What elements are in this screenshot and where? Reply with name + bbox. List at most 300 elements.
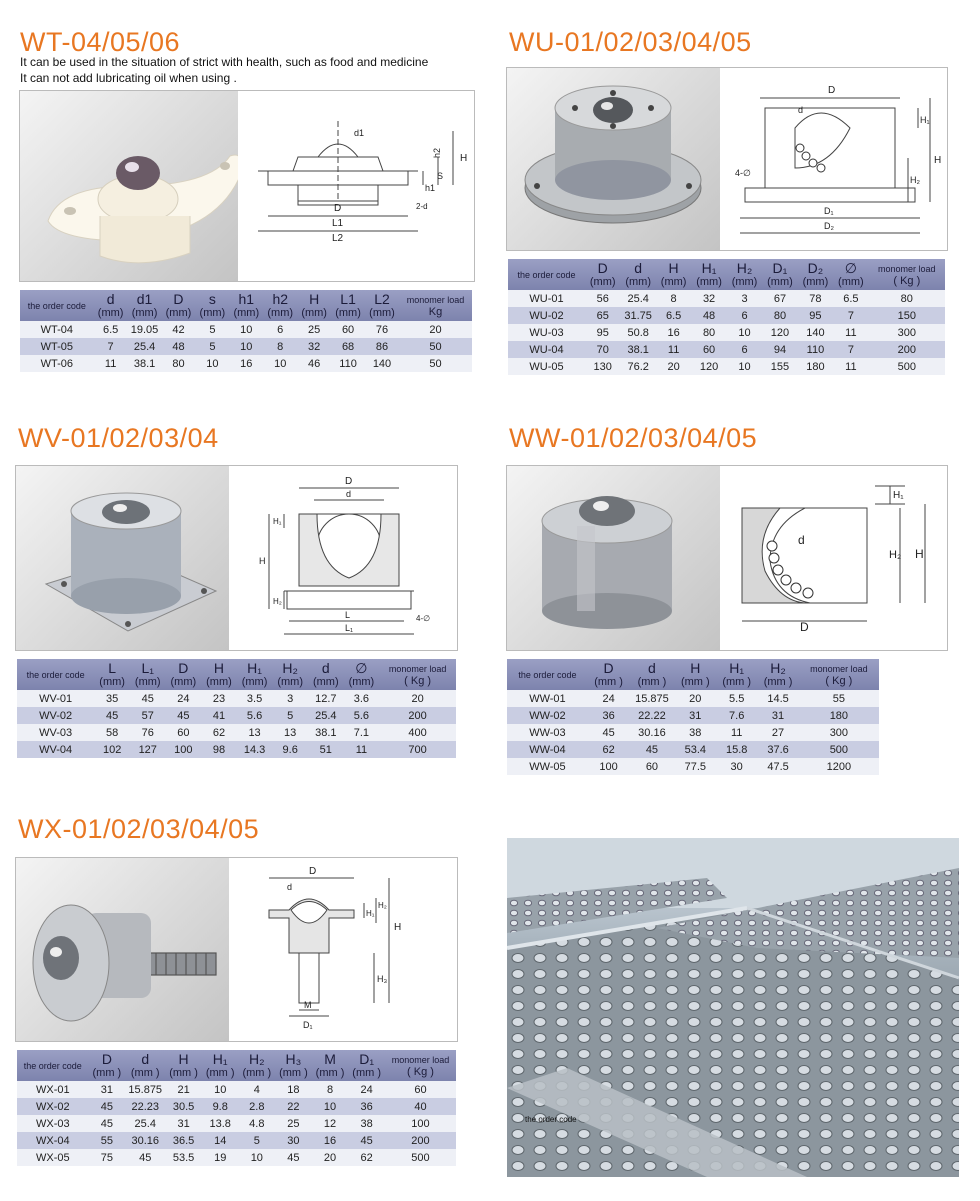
table-cell: 5.6 (237, 707, 273, 724)
order-code-cell: WU-03 (508, 324, 585, 341)
table-cell: 3 (727, 290, 762, 307)
table-cell: 10 (229, 321, 263, 338)
order-code-cell: WV-01 (17, 690, 94, 707)
table-cell: 7 (833, 341, 868, 358)
ww-header-load (799, 659, 879, 690)
table-cell: 35 (94, 690, 130, 707)
wu-header-load-unit: ( Kg ) (893, 274, 921, 287)
table-cell: 500 (799, 741, 879, 758)
wt-label-L1: L1 (332, 218, 344, 229)
table-row (20, 321, 472, 338)
order-code-cell: WX-03 (17, 1115, 89, 1132)
table-cell: 45 (125, 1149, 165, 1166)
ww-header-unit: (mm ) (763, 676, 793, 688)
table-cell: 45 (275, 1149, 312, 1166)
wv-header-symbol: H (213, 660, 225, 676)
wu-label-H: H (934, 155, 942, 166)
table-cell: 41 (201, 707, 237, 724)
table-cell: 120 (762, 324, 797, 341)
wu-label-4phi: 4-∅ (735, 168, 751, 178)
wt-product-image (20, 91, 238, 281)
table-cell: 25.4 (308, 707, 344, 724)
table-cell: 45 (588, 724, 629, 741)
wt-header-symbol: h2 (272, 291, 289, 307)
wu-header-col (656, 259, 691, 290)
table-cell: 36.5 (165, 1132, 202, 1149)
table-cell: 10 (229, 338, 263, 355)
wt-header-col (229, 290, 263, 321)
wt-header-symbol: L1 (340, 291, 356, 307)
table-cell: 23 (201, 690, 237, 707)
table-cell: 120 (691, 358, 726, 375)
wv-header-load-label: monomer load (388, 663, 447, 674)
ww-header-col (588, 659, 629, 690)
wt-label-L2: L2 (332, 233, 344, 244)
table-row (17, 1098, 456, 1115)
table-cell: 60 (385, 1081, 456, 1098)
wv-product-image (16, 466, 229, 650)
table-cell: 45 (166, 707, 202, 724)
table-cell: 31 (675, 707, 716, 724)
table-cell: 31 (165, 1115, 202, 1132)
table-cell: 15.8 (716, 741, 757, 758)
wx-label-M: M (304, 1000, 312, 1010)
wt-header-unit: (mm) (369, 307, 395, 319)
wu-technical-drawing (720, 68, 947, 250)
table-cell: 140 (365, 355, 399, 372)
table-cell: 150 (869, 307, 945, 324)
table-cell: 24 (588, 690, 629, 707)
ww-header-symbol: H (690, 660, 701, 676)
wv-header-col (308, 659, 344, 690)
ww-label-H1: H₁ (893, 490, 904, 501)
table-cell: 75 (89, 1149, 126, 1166)
table-cell: 6 (727, 341, 762, 358)
table-cell: 10 (239, 1149, 276, 1166)
table-cell: 127 (130, 741, 166, 758)
table-cell: 11 (833, 358, 868, 375)
wt-header-symbol: L2 (374, 291, 390, 307)
ww-header-load-unit: ( Kg ) (825, 674, 853, 687)
table-cell: 80 (762, 307, 797, 324)
wt-title: WT-04/05/06 (20, 27, 181, 57)
ww-header-symbol: D (603, 660, 614, 676)
table-cell: 11 (344, 741, 380, 758)
table-cell: 27 (757, 724, 798, 741)
table-cell: 30.16 (125, 1132, 165, 1149)
wt-header-order-code-label: the order code (27, 300, 86, 311)
wt-header-col (128, 290, 162, 321)
table-cell: 130 (585, 358, 620, 375)
wu-header-symbol: H₂ (736, 260, 753, 276)
wx-label-D: D (309, 866, 317, 877)
wu-header-unit: (mm) (625, 276, 651, 288)
wv-header-order-code-label: the order code (26, 669, 85, 680)
wx-header-col (202, 1050, 239, 1081)
wx-title: WX-01/02/03/04/05 (18, 814, 260, 844)
wu-header-col (691, 259, 726, 290)
wx-label-D1: D₁ (303, 1020, 313, 1030)
table-cell: 110 (331, 355, 365, 372)
table-cell: 6.5 (833, 290, 868, 307)
table-cell: 24 (166, 690, 202, 707)
table-cell: 14 (202, 1132, 239, 1149)
wu-header-unit: (mm) (838, 276, 864, 288)
table-cell: 180 (798, 358, 833, 375)
table-cell: 50 (399, 338, 472, 355)
wu-header-order-code (508, 259, 585, 290)
wu-label-D: D (828, 85, 836, 96)
order-code-cell: WU-01 (508, 290, 585, 307)
wu-header-symbol: D (597, 260, 608, 276)
wu-header-col (620, 259, 655, 290)
table-cell: 10 (202, 1081, 239, 1098)
table-cell: 155 (762, 358, 797, 375)
wv-title: WV-01/02/03/04 (18, 423, 219, 453)
wx-header-unit: (mm ) (279, 1067, 308, 1079)
wv-header-order-code (17, 659, 94, 690)
ww-header-unit: (mm ) (722, 676, 752, 688)
ww-product-photo (507, 466, 720, 650)
table-cell: 500 (385, 1149, 456, 1166)
table-cell: 11 (716, 724, 757, 741)
wx-header-col (89, 1050, 126, 1081)
table-cell: 53.5 (165, 1149, 202, 1166)
wt-spec-table (20, 290, 472, 372)
wx-label-H3: H₃ (377, 974, 388, 984)
table-cell: 3 (272, 690, 308, 707)
wv-header-unit: (mm) (206, 676, 232, 688)
table-cell: 62 (588, 741, 629, 758)
table-cell: 9.8 (202, 1098, 239, 1115)
table-cell: 30 (716, 758, 757, 775)
wu-header-col (585, 259, 620, 290)
wx-header-order-code-label: the order code (23, 1060, 82, 1071)
table-row (20, 338, 472, 355)
table-cell: 10 (727, 358, 762, 375)
table-cell: 76 (130, 724, 166, 741)
order-code-cell: WV-02 (17, 707, 94, 724)
wt-header-col (263, 290, 297, 321)
table-cell: 20 (675, 690, 716, 707)
wx-technical-drawing (229, 858, 457, 1041)
wv-product-photo (16, 466, 229, 650)
table-cell: 8 (312, 1081, 349, 1098)
table-cell: 300 (799, 724, 879, 741)
wt-header-unit: (mm) (335, 307, 361, 319)
conveyor-image (507, 838, 959, 1177)
wt-label-H: H (460, 153, 468, 164)
table-row (17, 707, 456, 724)
wx-label-H1: H₁ (366, 909, 375, 918)
order-code-cell: WX-04 (17, 1132, 89, 1149)
wu-header-col (798, 259, 833, 290)
table-cell: 5.6 (344, 707, 380, 724)
table-cell: 18 (275, 1081, 312, 1098)
table-cell: 55 (89, 1132, 126, 1149)
order-code-cell: WW-04 (507, 741, 588, 758)
table-cell: 19 (202, 1149, 239, 1166)
wu-header-load (869, 259, 945, 290)
order-code-cell: WU-04 (508, 341, 585, 358)
table-cell: 7 (94, 338, 128, 355)
wv-header-unit: (mm) (170, 676, 197, 688)
wx-header-unit: (mm ) (352, 1067, 381, 1079)
table-row (508, 341, 945, 358)
table-cell: 31 (757, 707, 798, 724)
wu-header-symbol: H₁ (701, 260, 717, 276)
table-cell: 20 (399, 321, 472, 338)
ww-spec-table (507, 659, 879, 775)
table-cell: 51 (308, 741, 344, 758)
table-cell: 7.1 (344, 724, 380, 741)
wx-header-symbol: M (324, 1051, 336, 1067)
wv-header-unit: (mm) (99, 676, 125, 688)
table-cell: 38 (675, 724, 716, 741)
wx-product-image (16, 858, 229, 1041)
table-row (17, 1132, 456, 1149)
table-cell: 53.4 (675, 741, 716, 758)
ww-header-unit: (mm ) (680, 676, 710, 688)
table-cell: 11 (833, 324, 868, 341)
table-cell: 68 (331, 338, 365, 355)
table-cell: 9.6 (272, 741, 308, 758)
wv-header-col (344, 659, 380, 690)
table-cell: 38 (348, 1115, 385, 1132)
table-cell: 57 (130, 707, 166, 724)
table-cell: 2.8 (239, 1098, 276, 1115)
ww-header-order-code-label: the order code (518, 669, 577, 680)
table-cell: 7 (833, 307, 868, 324)
wx-header-symbol: H₃ (285, 1051, 302, 1067)
table-cell: 8 (656, 290, 691, 307)
wt-header-unit: (mm) (267, 307, 294, 319)
wu-header-unit: (mm) (767, 276, 793, 288)
table-cell: 45 (94, 707, 130, 724)
wt-header-symbol: D (173, 291, 184, 307)
order-code-cell: WW-02 (507, 707, 588, 724)
table-cell: 56 (585, 290, 620, 307)
wv-header-col (237, 659, 273, 690)
table-cell: 3.5 (237, 690, 273, 707)
table-cell: 5.5 (716, 690, 757, 707)
wt-header-col (94, 290, 128, 321)
table-cell: 6.5 (656, 307, 691, 324)
table-cell: 140 (798, 324, 833, 341)
wt-header-load-label: monomer load (406, 294, 465, 305)
table-cell: 8 (263, 338, 297, 355)
table-cell: 80 (691, 324, 726, 341)
table-cell: 62 (348, 1149, 385, 1166)
order-code-cell: WW-05 (507, 758, 588, 775)
table-cell: 100 (588, 758, 629, 775)
table-cell: 10 (312, 1098, 349, 1115)
wv-label-D: D (345, 476, 353, 487)
wv-header-unit: (mm) (277, 676, 303, 688)
ww-label-H2: H₂ (889, 549, 902, 561)
wv-spec-table (17, 659, 456, 758)
wx-label-d: d (287, 882, 293, 892)
table-row (507, 707, 879, 724)
ww-header-unit: (mm ) (594, 676, 623, 688)
table-cell: 47.5 (757, 758, 798, 775)
wt-header-load (399, 290, 472, 321)
table-cell: 100 (166, 741, 202, 758)
table-cell: 21 (165, 1081, 202, 1098)
wt-label-2d: 2-d (416, 202, 428, 211)
table-cell: 13 (272, 724, 308, 741)
wt-header-col (162, 290, 196, 321)
wt-note-1: It can be used in the situation of strict with health, such as food and medicine (20, 55, 429, 69)
ww-label-H: H (915, 547, 924, 561)
ww-header-symbol: d (648, 660, 656, 676)
table-cell: 6.5 (94, 321, 128, 338)
wt-label-h2: h2 (432, 147, 442, 158)
table-cell: 110 (798, 341, 833, 358)
order-code-cell: WT-06 (20, 355, 94, 372)
conveyor-photo (507, 838, 959, 1177)
table-cell: 11 (94, 355, 128, 372)
wx-header-unit: (mm ) (205, 1067, 235, 1079)
table-cell: 12.7 (308, 690, 344, 707)
wv-header-col (201, 659, 237, 690)
table-cell: 37.6 (757, 741, 798, 758)
table-cell: 4.8 (239, 1115, 276, 1132)
table-cell: 22 (275, 1098, 312, 1115)
wx-header-unit: (mm ) (315, 1067, 345, 1079)
table-cell: 36 (348, 1098, 385, 1115)
wx-header-unit: (mm ) (92, 1067, 122, 1079)
table-cell: 38.1 (128, 355, 162, 372)
wu-header-unit: (mm) (589, 276, 616, 288)
wx-header-symbol: H₁ (212, 1051, 228, 1067)
wv-label-H2: H₂ (273, 597, 282, 606)
table-cell: 200 (869, 341, 945, 358)
table-cell: 55 (799, 690, 879, 707)
wx-header-col (165, 1050, 202, 1081)
ww-header-symbol: H₁ (729, 660, 745, 676)
table-cell: 40 (385, 1098, 456, 1115)
wu-header-unit: (mm) (802, 276, 829, 288)
table-cell: 16 (312, 1132, 349, 1149)
wt-header-unit: (mm) (131, 307, 158, 319)
wx-header-unit: (mm ) (130, 1067, 160, 1079)
wx-header-load-unit: ( Kg ) (407, 1065, 434, 1078)
table-row (508, 358, 945, 375)
wu-header-symbol: D₂ (807, 260, 824, 276)
table-cell: 62 (201, 724, 237, 741)
table-cell: 31 (89, 1081, 126, 1098)
wv-header-load-unit: ( Kg ) (404, 674, 432, 687)
wu-title: WU-01/02/03/04/05 (509, 27, 752, 57)
table-cell: 13.8 (202, 1115, 239, 1132)
wx-header-symbol: H (178, 1051, 189, 1067)
wt-product-photo (20, 91, 238, 281)
table-cell: 24 (348, 1081, 385, 1098)
wv-header-symbol: d (321, 660, 330, 676)
wt-header-order-code (20, 290, 94, 321)
wt-header-symbol: h1 (238, 291, 255, 307)
wx-header-unit: (mm ) (169, 1067, 198, 1079)
table-cell: 25.4 (128, 338, 162, 355)
wt-label-S: S (437, 171, 444, 181)
table-cell: 22.22 (629, 707, 674, 724)
table-row (17, 724, 456, 741)
wu-header-unit: (mm) (696, 276, 722, 288)
table-cell: 22.23 (125, 1098, 165, 1115)
wx-header-load-label: monomer load (391, 1054, 450, 1065)
wu-header-col (762, 259, 797, 290)
wv-header-symbol: H₁ (247, 660, 262, 676)
table-cell: 15.875 (125, 1081, 165, 1098)
ww-header-unit: (mm ) (637, 676, 667, 688)
ww-header-load-label: monomer load (810, 663, 868, 674)
table-cell: 14.5 (757, 690, 798, 707)
table-cell: 50 (399, 355, 472, 372)
ww-header-col (675, 659, 716, 690)
table-row (17, 1115, 456, 1132)
table-row (17, 690, 456, 707)
wv-label-d: d (346, 489, 352, 499)
table-cell: 16 (656, 324, 691, 341)
table-row (20, 355, 472, 372)
order-code-cell: WV-04 (17, 741, 94, 758)
wv-label-L: L (345, 610, 351, 620)
order-code-cell: WX-01 (17, 1081, 89, 1098)
wt-header-col (195, 290, 229, 321)
table-cell: 20 (656, 358, 691, 375)
wu-header-col (727, 259, 762, 290)
wu-label-H2: H₂ (910, 175, 920, 185)
wv-label-L1: L₁ (345, 623, 354, 633)
table-cell: 12 (312, 1115, 349, 1132)
wt-header-symbol: H (309, 291, 320, 307)
table-cell: 46 (297, 355, 331, 372)
table-cell: 1200 (799, 758, 879, 775)
wx-header-col (275, 1050, 312, 1081)
table-cell: 76.2 (620, 358, 655, 375)
wx-label-H2: H₂ (378, 901, 387, 910)
ww-label-d: d (798, 533, 805, 547)
wu-spec-table (508, 259, 945, 375)
wv-header-col (272, 659, 308, 690)
wt-header-unit: (mm) (233, 307, 260, 319)
table-cell: 60 (629, 758, 674, 775)
table-cell: 38.1 (620, 341, 655, 358)
wv-header-unit: (mm) (134, 676, 161, 688)
table-cell: 45 (89, 1115, 126, 1132)
table-row (17, 1081, 456, 1098)
order-code-cell: WW-01 (507, 690, 588, 707)
wu-figure (506, 67, 948, 251)
wx-header-symbol: H₂ (249, 1051, 265, 1067)
table-cell: 45 (629, 741, 674, 758)
wu-header-unit: (mm) (731, 276, 758, 288)
table-cell: 25 (275, 1115, 312, 1132)
table-row (507, 724, 879, 741)
wv-header-symbol: L (108, 660, 117, 676)
table-cell: 14.3 (237, 741, 273, 758)
wt-figure (19, 90, 475, 282)
conveyor-caption: the order code (525, 1115, 577, 1124)
table-cell: 86 (365, 338, 399, 355)
wv-header-symbol: D (178, 660, 189, 676)
order-code-cell: WW-03 (507, 724, 588, 741)
wu-label-d: d (798, 105, 804, 115)
wu-label-D1: D₁ (824, 206, 834, 216)
table-cell: 5 (195, 321, 229, 338)
wt-header-col (331, 290, 365, 321)
